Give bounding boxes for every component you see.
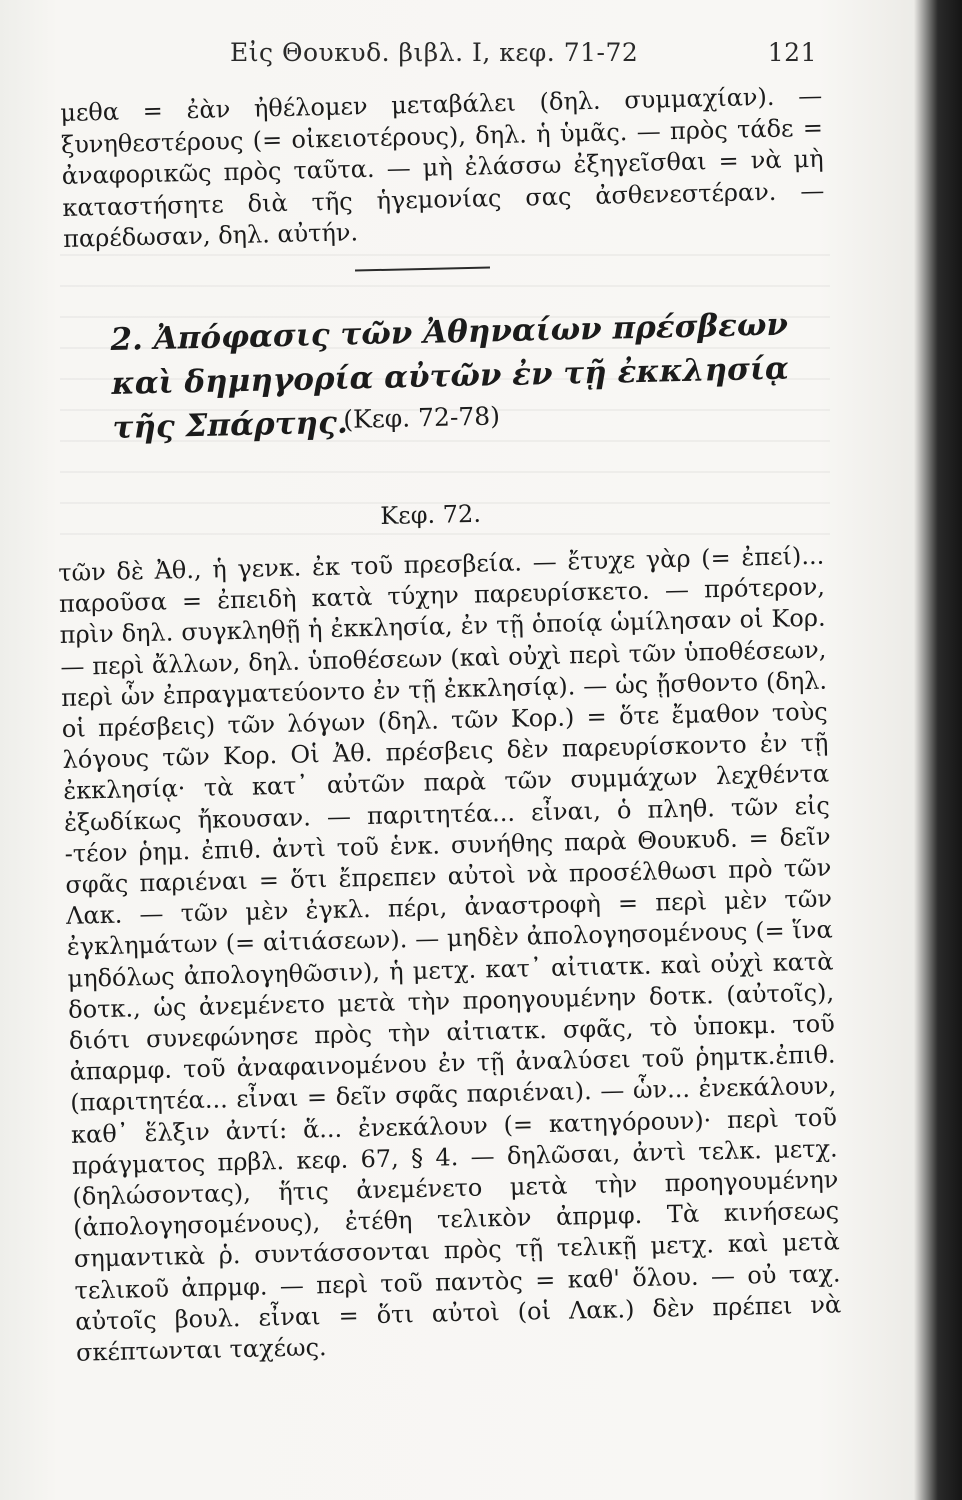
intro-text: μεθα = ἐὰν ἠθέλομεν μεταβάλει (δηλ. συμμαχίαν). — ξυνηθεστέρους (= οἰκειοτέρους), δηλ. ἡ ὑμᾶς. — πρὸς τάδε = ἀναφορικῶς πρὸς ταῦτα. — μὴ ἐλάσσω ἐξηγεῖσθαι = νὰ μὴ καταστήσητε διὰ τῆς ἡγεμονίας σας ἀσθενεστέραν. — παρέδωσαν, δηλ. αὐτήν. [60, 81, 825, 254]
page-header [230, 38, 817, 67]
section-title-line2: καὶ δημηγορία αὐτῶν ἐν τῇ ἐκκλησίᾳ τῆς Σπάρτης. [111, 350, 790, 446]
running-title: Εἰς Θουκυδ. βιβλ. Ι, κεφ. 71-72 [230, 38, 639, 67]
section-chapters: (Κεφ. 72-78) [343, 401, 501, 434]
commentary-text: τῶν δὲ Ἀθ., ἡ γενκ. ἐκ τοῦ πρεσβεία. — ἔτυχε γὰρ (= ἐπεί)... παροῦσα = ἐπειδὴ κατὰ τύχην παρευρίσκετο. — πρότερον, πρὶν δηλ. συγκληθῇ ἡ ἐκκλησία, ἐν τῇ ὁποίᾳ ὡμίλησαν οἱ Κορ. — περὶ ἄλλων, δηλ. ὑποθέσεων (καὶ οὐχὶ περὶ τῶν ὑποθέσεων, περὶ ὧν ἐπραγματεύοντο ἐν τῇ ἐκκλησίᾳ). — ὡς ᾔσθοντο (δηλ. οἱ πρέσβεις) τῶν λόγων (δηλ. τῶν Κορ.) = ὅτε ἔμαθον τοὺς λόγους τῶν Κορ. Οἱ Ἀθ. πρέσβεις δὲν παρευρίσκοντο ἐν τῇ ἐκκλησίᾳ· τὰ κατ᾽ αὐτῶν παρὰ τῶν συμμάχων λεχθέντα ἐξωδίκως ἤκουσαν. — παριτητέα... εἶναι, ὁ πληθ. τῶν εἰς -τέον ῥημ. ἐπιθ. ἀντὶ τοῦ ἑνκ. συνήθης παρὰ Θουκυδ. = δεῖν σφᾶς παριέναι = ὅτι ἔπρεπεν αὐτοὶ νὰ προσέλθωσι πρὸ τῶν Λακ. — τῶν μὲν ἐγκλ. πέρι, ἀναστροφὴ = περὶ μὲν τῶν ἐγκλημάτων (= αἰτιάσεων). — μηδὲν ἀπολογησομένους (= ἵνα μηδόλως ἀπολογηθῶσιν), ἡ μετχ. κατ᾽ αἰτιατκ. καὶ οὐχὶ κατὰ δοτκ., ὡς ἀνεμένετο μετὰ τὴν προηγουμένην δοτκ. (αὐτοῖς), διότι συνεφώνησε πρὸς τὴν αἰτιατκ. σφᾶς, τὸ ὑποκμ. τοῦ ἀπαρμφ. τοῦ ἀναφαινομένου ἐν τῇ ἀναλύσει τοῦ ῥημτκ.ἐπιθ. (παριτητέα... εἶναι = δεῖν σφᾶς παριέναι). — ὧν... ἐνεκάλουν, καθ᾽ ἕλξιν ἀντί: ἅ... ἐνεκάλουν (= κατηγόρουν)· περὶ τοῦ πράγματος πρβλ. κεφ. 67, § 4. — δηλῶσαι, ἀντὶ τελκ. μετχ. (δηλώσοντας), ἥτις ἀνεμένετο μετὰ τὴν προηγουμένην (ἀπολογησομένους), ἐτέθη τελικὸν ἀπρμφ. Τὰ κινήσεως σημαντικὰ ῥ. συντάσσονται πρὸς τῇ τελικῇ μετχ. καὶ μετὰ τελικοῦ ἀπρμφ. — περὶ τοῦ παντὸς = καθ' ὅλου. — οὐ ταχ. αὐτοῖς βουλ. εἶναι = ὅτι αὐτοὶ (οἱ Λακ.) δὲν πρέπει νὰ σκέπτωνται ταχέως. [58, 541, 842, 1367]
chapter-heading: Κεφ. 72. [380, 499, 482, 530]
section-divider [355, 266, 490, 271]
commentary-paragraph [58, 541, 842, 1369]
section-title-line1: 2. Ἀπόφασις τῶν Ἀθηναίων πρέσβεων [110, 306, 789, 358]
page-number: 121 [767, 38, 817, 67]
intro-paragraph [60, 81, 825, 256]
